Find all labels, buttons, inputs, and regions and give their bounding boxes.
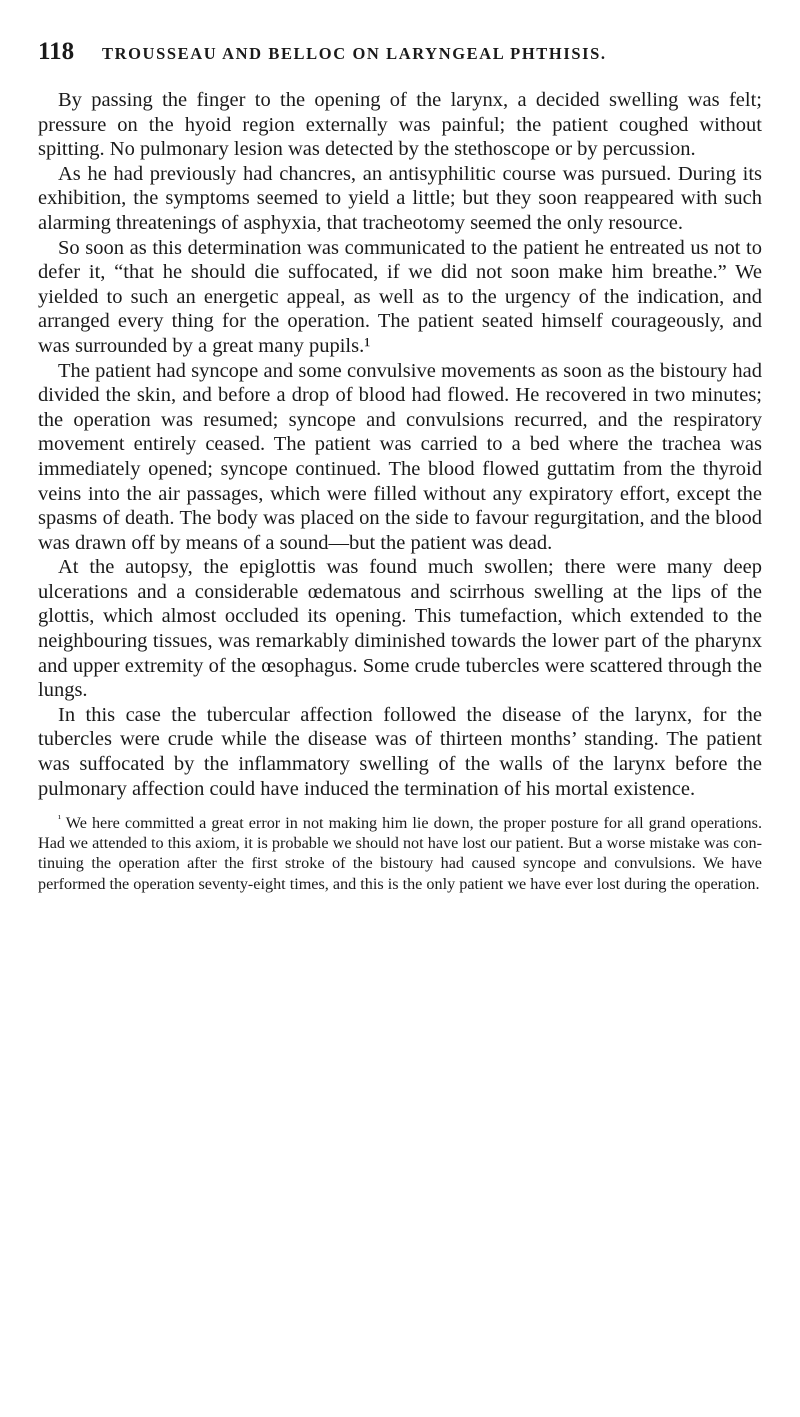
- paragraph: The patient had syncope and some convulsive movements as soon as the bistoury had divided the skin, and before a drop of blood had flowed. He recovered in two minutes; the operation was resumed; syncope and convulsions recurred, and the respiratory movement entirely ceased. The patient was carried to a bed where the trachea was immediately opened; syncope continued. The blood flowed guttatim from the thyroid veins into the air passages, which were filled without any expiratory effort, except the spasms of death. The body was placed on the side to favour regurgitation, and the blood was drawn off by means of a sound—but the patient was dead.: [38, 359, 762, 554]
- running-head: TROUSSEAU AND BELLOC ON LARYNGEAL PHTHISIS.: [102, 44, 607, 63]
- page-header: [38, 38, 762, 78]
- page-number: 118: [38, 38, 75, 65]
- paragraph: At the autopsy, the epiglottis was found much swollen; there were many deep ulcerations and a considerable œdematous and scirrhous swelling at the lips of the glottis, which almost occluded its opening. This tumefaction, which extended to the neighbouring tissues, was remarkably diminished towards the lower part of the pharynx and upper extremity of the œsophagus. Some crude tubercles were scattered through the lungs.: [38, 556, 762, 702]
- footnote: [38, 813, 762, 893]
- footnote-text: We here committed a great error in not making him lie down, the proper posture for all grand operations. Had we attended to this axiom, it is probable we should not have lost our patient. But a worse mistake was continuing the operation after the first stroke of the bistoury had caused syncope and convulsions. We have performed the operation seventy-eight times, and this is the only patient we have ever lost during the operation.: [38, 814, 762, 893]
- footnote-marker: ¹: [58, 813, 61, 825]
- paragraph: By passing the finger to the opening of the larynx, a decided swelling was felt; pressure on the hyoid region externally was painful; the patient coughed without spitting. No pulmonary lesion was detected by the stethoscope or by percussion.: [38, 89, 762, 161]
- body-text: [38, 88, 762, 801]
- paragraph: So soon as this determination was communicated to the patient he entreated us not to defer it, “that he should die suffocated, if we did not soon make him breathe.” We yielded to such an energetic appeal, as well as to the urgency of the indication, and arranged every thing for the operation. The patient seated himself courageously, and was surrounded by a great many pupils.¹: [38, 236, 762, 357]
- footnotes: [38, 813, 762, 893]
- paragraph: As he had previously had chancres, an antisyphilitic course was pursued. During its exhibition, the symptoms seemed to yield a little; but they soon reappeared with such alarming threatenings of asphyxia, that tracheotomy seemed the only resource.: [38, 162, 762, 234]
- paragraph: In this case the tubercular affection followed the disease of the larynx, for the tubercles were crude while the disease was of thirteen months’ standing. The patient was suffocated by the inflammatory swelling of the walls of the larynx before the pulmonary affection could have induced the termination of his mortal existence.: [38, 703, 762, 800]
